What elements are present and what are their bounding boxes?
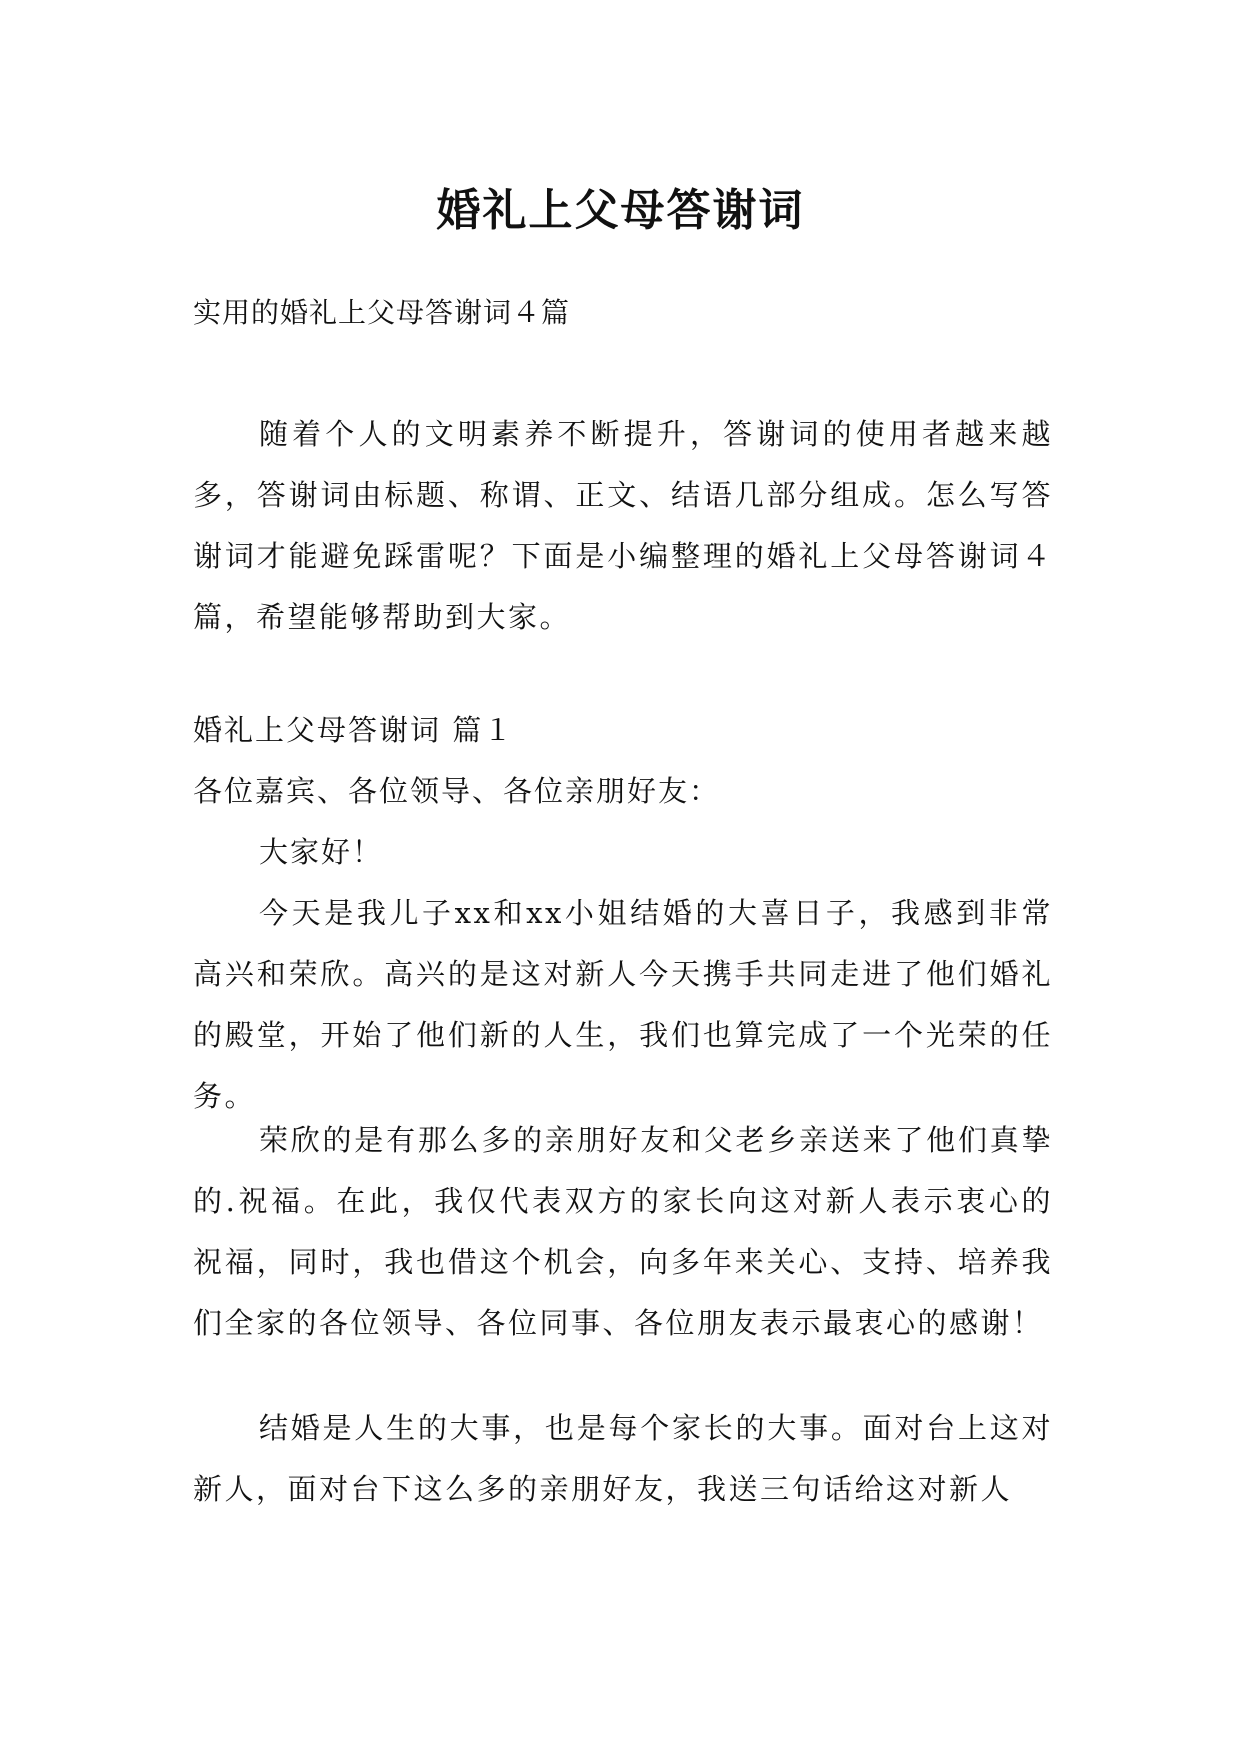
document-subtitle: 实用的婚礼上父母答谢词４篇 — [193, 296, 571, 329]
page-title: 婚礼上父母答谢词 — [436, 185, 805, 237]
intro-paragraph: 随着个人的文明素养不断提升，答谢词的使用者越来越多，答谢词由标题、称谓、正文、结语几部分组成。怎么写答谢词才能避免踩雷呢？下面是小编整理的婚礼上父母答谢词４篇，希望能够帮助到大家。 — [193, 417, 1053, 634]
body-paragraph: 结婚是人生的大事，也是每个家长的大事。面对台上这对新人，面对台下这么多的亲朋好友，我送三句话给这对新人 — [193, 1411, 1053, 1506]
body-paragraph: 今天是我儿子xx和xx小姐结婚的大喜日子，我感到非常高兴和荣欣。高兴的是这对新人今天携手共同走进了他们婚礼的殿堂，开始了他们新的人生，我们也算完成了一个光荣的任务。 — [193, 896, 1053, 1113]
body-paragraph: 荣欣的是有那么多的亲朋好友和父老乡亲送来了他们真挚的.祝福。在此，我仅代表双方的家长向这对新人表示衷心的祝福，同时，我也借这个机会，向多年来关心、支持、培养我们全家的各位领导、各位同事、各位朋友表示最衷心的感谢！ — [193, 1123, 1053, 1340]
salutation-line: 各位嘉宾、各位领导、各位亲朋好友： — [193, 774, 721, 808]
greeting-line: 大家好！ — [259, 835, 384, 869]
section-heading: 婚礼上父母答谢词 篇１ — [193, 713, 515, 747]
